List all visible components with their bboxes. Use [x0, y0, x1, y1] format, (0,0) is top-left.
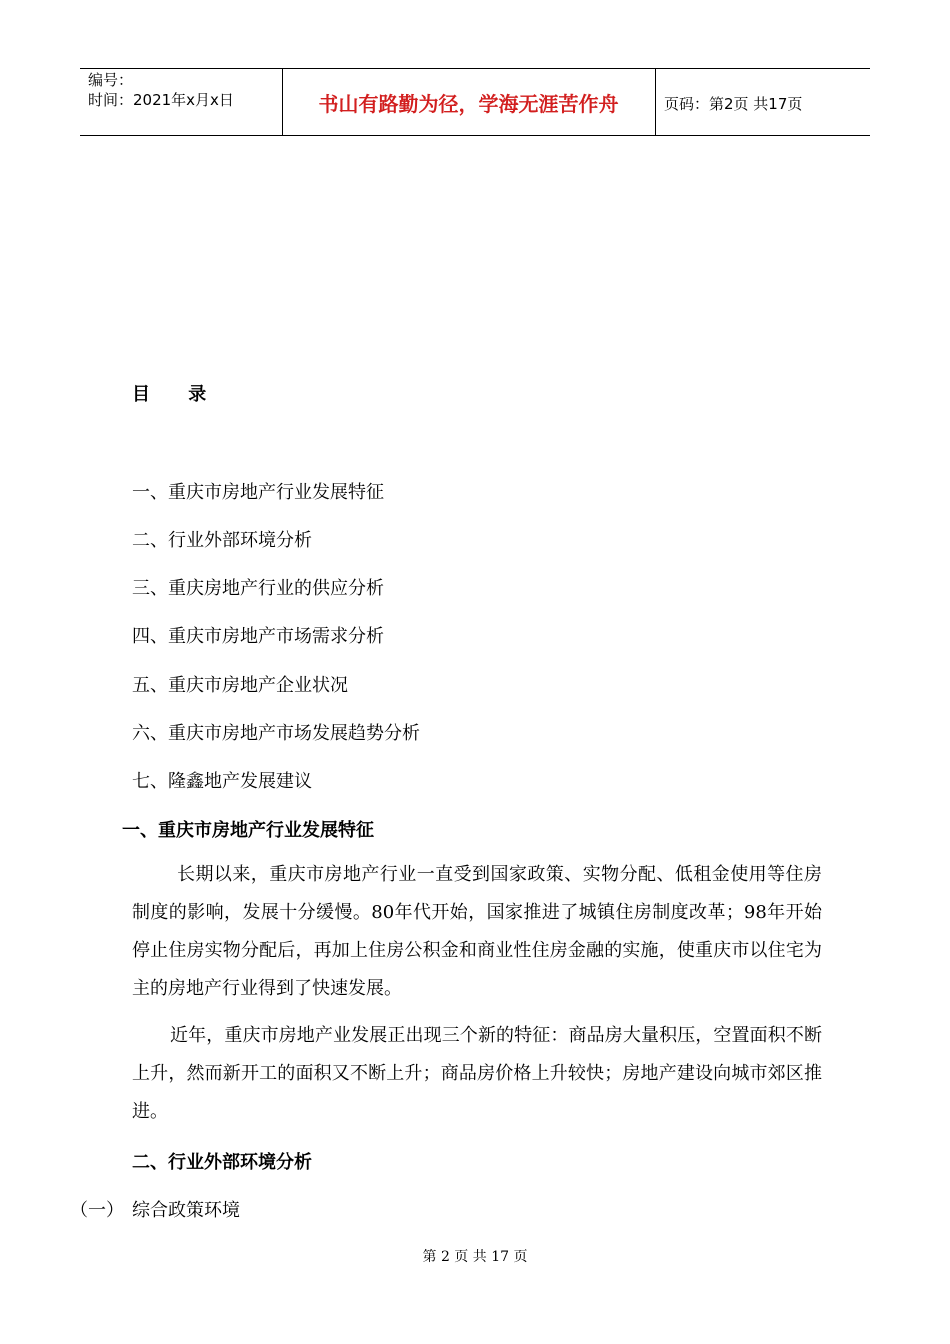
toc-item: 五、重庆市房地产企业状况	[132, 675, 348, 696]
section2-heading: 二、行业外部环境分析	[132, 1152, 312, 1173]
toc-item: 二、行业外部环境分析	[132, 530, 312, 551]
toc-item: 七、隆鑫地产发展建议	[132, 771, 312, 792]
header-number-label: 编号：	[88, 71, 134, 89]
toc-item: 六、重庆市房地产市场发展趋势分析	[132, 723, 420, 744]
section2-subheading	[70, 1196, 240, 1222]
section1-heading: 一、重庆市房地产行业发展特征	[122, 820, 374, 841]
toc-item: 三、重庆房地产行业的供应分析	[132, 578, 384, 599]
header-meta	[88, 70, 234, 110]
subheading-marker: （一）	[70, 1200, 124, 1221]
header-motto: 书山有路勤为径，学海无涯苦作舟	[318, 92, 619, 116]
header-bottom-rule	[80, 135, 870, 136]
header-page-label: 页码：第2页 共17页	[664, 95, 803, 113]
header-top-rule	[80, 68, 870, 69]
toc-item: 四、重庆市房地产市场需求分析	[132, 626, 384, 647]
subheading-title: 综合政策环境	[132, 1200, 240, 1221]
page-footer: 第 2 页 共 17 页	[422, 1249, 528, 1265]
section1-paragraph-2: 近年，重庆市房地产业发展正出现三个新的特征：商品房大量积压，空置面积不断上升，然而新开工的面积又不断上升；商品房价格上升较快；房地产建设向城市郊区推进。	[132, 1025, 822, 1122]
header-divider-right	[655, 68, 656, 136]
header-time-label: 时间：2021年x月x日	[88, 91, 234, 109]
section1-paragraph-1: 长期以来，重庆市房地产行业一直受到国家政策、实物分配、低租金使用等住房制度的影响，发展十分缓慢。80年代开始，国家推进了城镇住房制度改革；98年开始停止住房实物分配后，再加上住房公积金和商业性住房金融的实施，使重庆市以住宅为主的房地产行业得到了快速发展。	[132, 864, 822, 999]
toc-title: 目 录	[132, 384, 223, 405]
toc-item: 一、重庆市房地产行业发展特征	[132, 482, 384, 503]
